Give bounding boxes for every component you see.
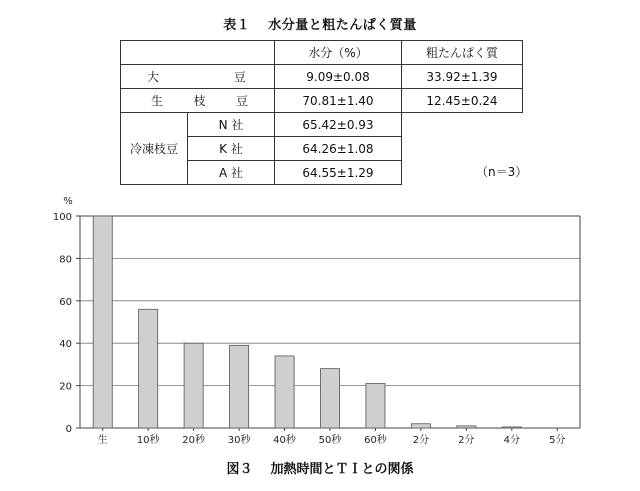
x-tick-label: 50秒 — [318, 435, 342, 446]
y-tick-label: 80 — [59, 254, 72, 266]
bar — [93, 216, 112, 428]
header-moisture: 水分（%） — [275, 41, 402, 65]
empty-cell — [402, 137, 523, 161]
table-row — [121, 65, 523, 89]
y-tick-label: 100 — [52, 212, 72, 223]
y-tick-label: 40 — [59, 339, 72, 351]
x-tick-label: 60秒 — [364, 435, 387, 446]
x-tick-label: 4分 — [503, 435, 521, 446]
table-row — [121, 113, 523, 137]
empty-cell — [402, 113, 523, 137]
data-table — [120, 40, 523, 185]
header-blank-cell — [121, 41, 275, 65]
x-tick-label: 10秒 — [136, 435, 160, 446]
x-tick-label: 30秒 — [227, 435, 251, 446]
table-number: 表１ — [223, 18, 251, 33]
x-tick-label: 40秒 — [273, 435, 296, 446]
moisture-cell: 70.81±1.40 — [275, 89, 402, 113]
row-label-char: 枝 — [193, 94, 206, 108]
table-caption: 水分量と粗たんぱく質量 — [268, 18, 417, 33]
bar — [502, 427, 521, 428]
table-title — [0, 14, 640, 33]
x-tick-label: 2分 — [458, 435, 475, 446]
bar — [411, 424, 430, 428]
figure-title: 加熱時間とＴＩとの関係 — [270, 462, 414, 477]
row-label-char: 大 — [147, 70, 160, 84]
bar — [320, 369, 339, 428]
y-tick-label: 60 — [59, 296, 72, 308]
moisture-cell: 64.55±1.29 — [275, 161, 402, 185]
x-tick-label: 2分 — [412, 435, 430, 446]
ti-bar-chart — [0, 190, 640, 455]
frozen-label: 冷凍枝豆 — [121, 113, 188, 185]
row-label-char: 豆 — [233, 70, 246, 84]
sample-size-note: （n＝3） — [476, 165, 528, 179]
figure-caption — [0, 458, 640, 477]
header-protein: 粗たんぱく質 — [402, 41, 523, 65]
row-label-daizu — [121, 65, 275, 89]
row-label-edamame — [121, 89, 275, 113]
y-tick-label: 20 — [59, 381, 72, 393]
x-tick-label: 生 — [97, 435, 108, 446]
bar — [230, 345, 249, 428]
company-cell: N 社 — [188, 113, 275, 137]
bar — [275, 356, 294, 428]
bar — [366, 383, 385, 428]
figure-number: 図３ — [226, 462, 253, 477]
bar — [457, 426, 476, 428]
row-label-char: 生 — [151, 94, 164, 108]
bar — [139, 309, 158, 428]
bar — [184, 343, 203, 428]
protein-cell: 12.45±0.24 — [402, 89, 523, 113]
y-tick-label: 0 — [65, 424, 72, 435]
protein-cell: 33.92±1.39 — [402, 65, 523, 89]
moisture-cell: 9.09±0.08 — [275, 65, 402, 89]
x-tick-label: 20秒 — [182, 435, 206, 446]
table-row — [121, 89, 523, 113]
table-header-row — [121, 41, 523, 65]
x-tick-label: 5分 — [549, 435, 566, 446]
y-axis-label: % — [63, 196, 73, 207]
row-label-char: 豆 — [235, 94, 248, 108]
moisture-cell: 64.26±1.08 — [275, 137, 402, 161]
moisture-cell: 65.42±0.93 — [275, 113, 402, 137]
company-cell: A 社 — [188, 161, 275, 185]
company-cell: K 社 — [188, 137, 275, 161]
